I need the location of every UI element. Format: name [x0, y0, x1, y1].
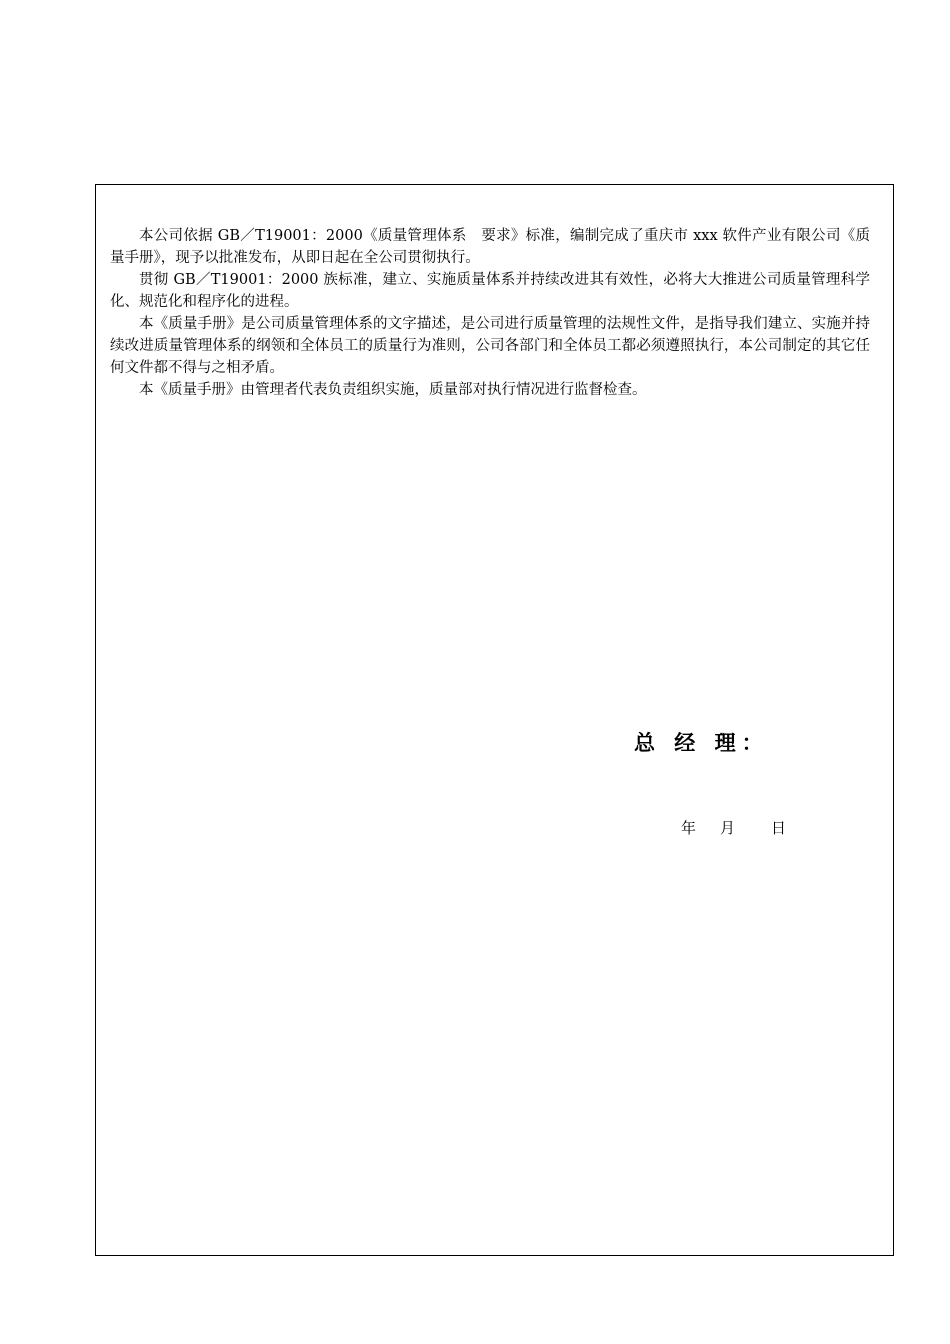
approval-statement [110, 225, 870, 401]
date-day-label: 日 [771, 819, 787, 837]
paragraph-2: 贯彻 GB／T19001：2000 族标准，建立、实施质量体系并持续改进其有效性，必将大大推进公司质量管理科学化、规范化和程序化的进程。 [110, 272, 870, 310]
paragraph-1: 本公司依据 GB／T19001：2000《质量管理体系 要求》标准，编制完成了重庆市 xxx 软件产业有限公司《质量手册》，现予以批准发布，从即日起在全公司贯彻执行。 [110, 228, 870, 266]
paragraph-3: 本《质量手册》是公司质量管理体系的文字描述，是公司进行质量管理的法规性文件，是指导我们建立、实施并持续改进质量管理体系的纲领和全体员工的质量行为准则，公司各部门和全体员工都必须遵照执行，本公司制定的其它任何文件都不得与之相矛盾。 [110, 316, 870, 376]
signature-date [681, 817, 786, 838]
date-year-label: 年 [681, 819, 697, 837]
general-manager-signature-label: 总 经 理： [634, 731, 769, 755]
date-month-label: 月 [720, 819, 736, 837]
paragraph-4: 本《质量手册》由管理者代表负责组织实施，质量部对执行情况进行监督检查。 [139, 382, 647, 398]
document-frame [95, 184, 894, 1256]
